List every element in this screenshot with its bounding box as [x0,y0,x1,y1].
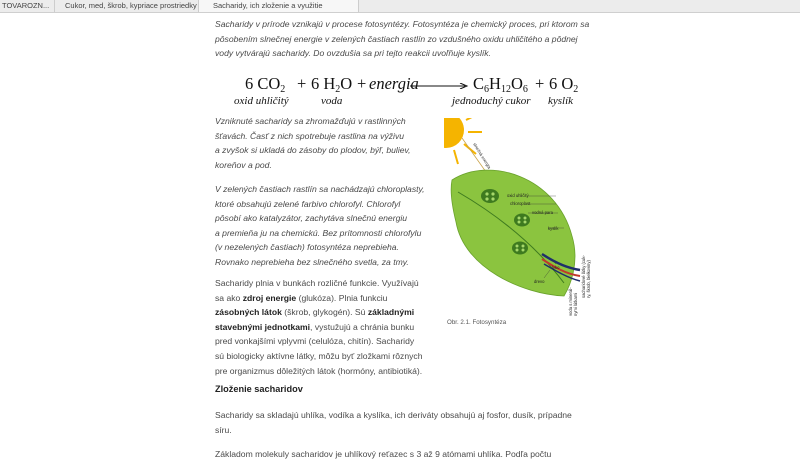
reaction-arrow-icon [410,83,470,89]
eq-label-water: voda [321,95,343,107]
eq-o2: 6 $O_2$ [549,74,579,95]
paragraph-storage: Vzniknuté sacharidy sa zhromažďujú v rastlinných šťavách. Časť z nich spotrebuje rastlina na výživu a zvyšok si ukladá do zásoby do plodov, býľ, buliev, koreňov a pod. [215,116,411,170]
figure-label-carbohydrates: sacharidové látky (cuk- [581,255,586,298]
figure-label-carbohydrates: ry, škrob, bielkoviny) [586,260,591,298]
eq-h2o: 6 $H_2O$ [311,74,353,95]
eq-plus: + [297,74,307,93]
eq-plus: + [535,74,545,93]
paragraph-functions: Sacharidy plnia v bunkách rozličné funkcie. Využívajú sa ako zdroj energie (glukóza). Plnia funkciu zásobných látok (škrob, glykogén). Sú základnými stavebnými jednotkami, vystužujú a chránia bunku pred vonkajšími vplyvmi (celulóza, chitín). Sacharidy sú biologicky aktívne látky, môžu byť zložkami rôznych pre organizmus dôležitých látok (hormóny, antibiotiká). [215,278,423,376]
figure-label-co2: oxid uhličitý [507,193,529,198]
paragraph-composition: Sacharidy sa skladajú uhlíka, vodíka a kyslíka, ich deriváty obsahujú aj fosfor, dusík, prípadne síru. [215,410,572,435]
figure-label-xylem: drevo [534,279,545,284]
tab-bar [0,0,800,13]
figure-label-phloem: lyko [552,265,560,270]
eq-co2: 6 $CO_2$ [245,74,286,95]
eq-plus: + [357,74,367,93]
tab-sacharidy[interactable]: Sacharidy, ich zloženie a využitie [199,0,359,12]
figure-label-vapor: vodná para [532,210,553,215]
figure-label-water: nymi látkami [573,292,578,316]
eq-label-co2: oxid uhličitý [234,95,289,107]
tab-cukor-med[interactable]: Cukor, med, škrob, kypriace prostriedky [55,0,199,12]
section-heading: Zloženie sacharidov [215,384,303,394]
paragraph-chlorophyll: V zelených častiach rastlín sa nachádzajú chloroplasty, ktoré obsahujú zelené farbivo chlorofyl. Chlorofyl pôsobí ako katalyzátor, zachytáva slnečnú energiu a premieňa ju na chemickú. Bez prítomnosti chlorofylu (v nezelených častiach) fotosyntéza neprebieha. Rovnako neprebieha bez slnečného svetla, za tmy. [215,184,425,267]
eq-glucose: $C_6H_{12}O_6$ [473,74,528,95]
chloroplast-icon [481,189,499,203]
figure-label-water: voda s minerál- [568,287,573,316]
paragraph-molecule: Základom molekuly sacharidov je uhlíkový reťazec s 3 až 9 atómami uhlíka. Podľa počtu [215,449,552,459]
eq-energy: energia [369,74,419,93]
intro-paragraph: Sacharidy v prírode vznikajú v procese fotosyntézy. Fotosyntéza je chemický proces, pri ktorom sa pôsobením slnečnej energie v zelených častiach rastlín zo vzdušného oxidu uhličitého a pôdnej vody vytvárajú sacharidy. Do ovzdušia sa pri tejto reakcii uvoľňuje kyslík. [215,19,590,59]
leaf-icon [451,170,575,296]
eq-label-oxygen: kyslík [548,95,574,107]
photosynthesis-figure [444,118,594,318]
figure-label-sun: slnečná energia [472,141,493,170]
chloroplast-icon [514,214,530,227]
figure-caption: Obr. 2.1. Fotosyntéza [447,319,507,326]
chloroplast-icon [512,242,528,255]
eq-label-sugar: jednoduchý cukor [452,95,531,107]
figure-label-oxygen: kyslík [548,226,559,231]
figure-label-chloroplast: chloroplast [510,201,531,206]
tab-tovaroznalectvo[interactable]: TOVAROZN... [0,0,55,12]
